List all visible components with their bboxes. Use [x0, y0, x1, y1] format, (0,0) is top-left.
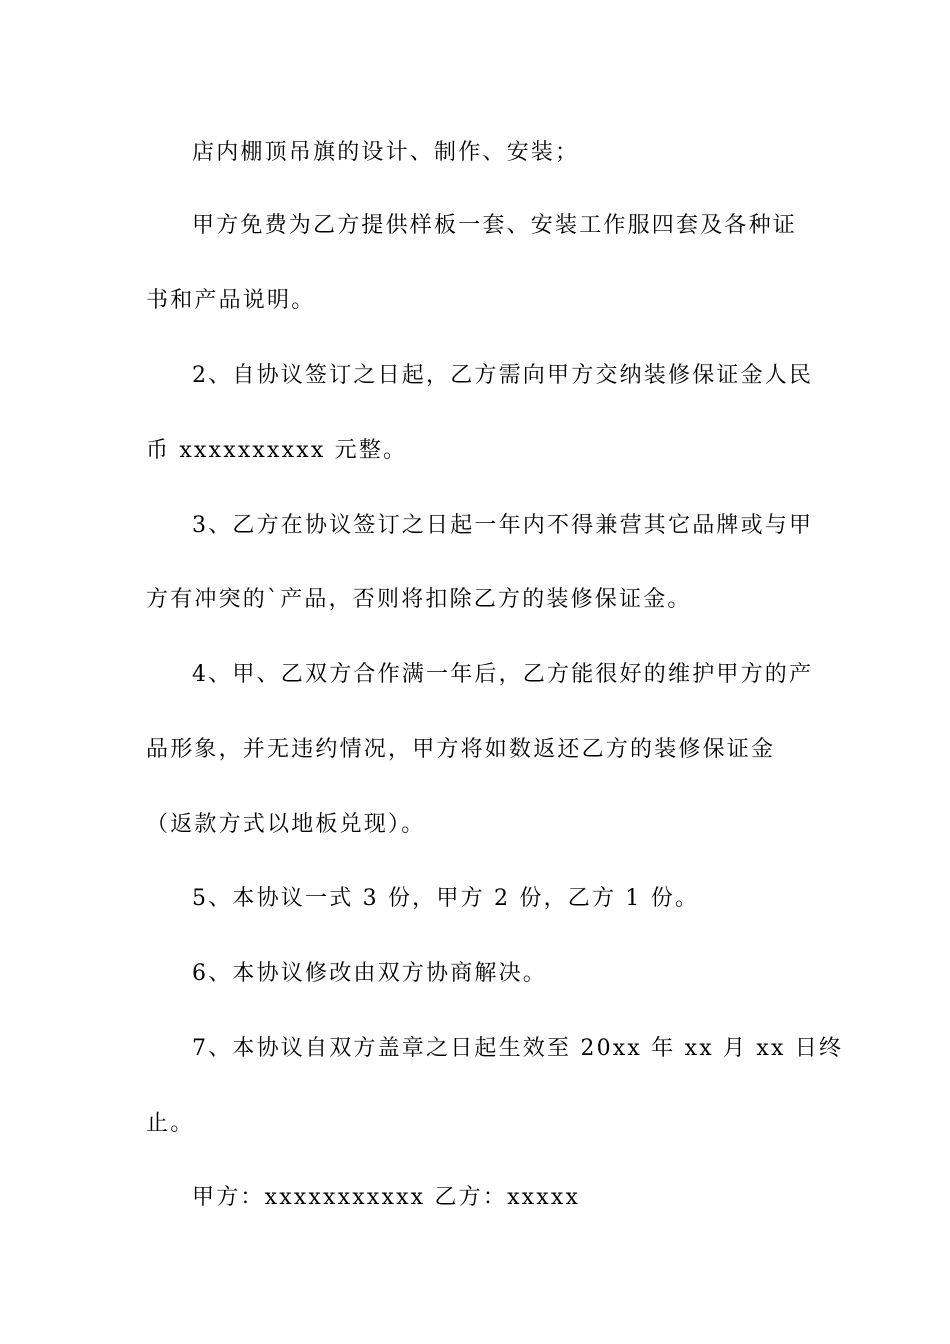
- text-line: 4、甲、乙双方合作满一年后，乙方能很好的维护甲方的产: [192, 662, 814, 687]
- text-line: 币 xxxxxxxxxx 元整。: [146, 438, 408, 463]
- text-line: 店内棚顶吊旗的设计、制作、安装；: [192, 140, 580, 165]
- text-line: 6、本协议修改由双方协商解决。: [192, 961, 547, 986]
- text-line: 书和产品说明。: [146, 288, 316, 313]
- signature-line: 甲方：xxxxxxxxxxx 乙方：xxxxx: [192, 1185, 581, 1210]
- text-line: 止。: [146, 1111, 195, 1136]
- text-line: 方有冲突的`产品，否则将扣除乙方的装修保证金。: [146, 587, 692, 612]
- text-line: 甲方免费为乙方提供样板一套、安装工作服四套及各种证: [192, 213, 798, 238]
- text-line: 7、本协议自双方盖章之日起生效至 20xx 年 xx 月 xx 日终: [192, 1036, 844, 1061]
- text-line: （返款方式以地板兑现）。: [146, 812, 426, 837]
- text-line: 3、乙方在协议签订之日起一年内不得兼营其它品牌或与甲: [192, 513, 814, 538]
- text-line: 品形象，并无违约情况，甲方将如数返还乙方的装修保证金: [146, 737, 776, 762]
- text-line: 5、本协议一式 3 份，甲方 2 份，乙方 1 份。: [192, 886, 700, 911]
- text-line: 2、自协议签订之日起，乙方需向甲方交纳装修保证金人民: [192, 363, 814, 388]
